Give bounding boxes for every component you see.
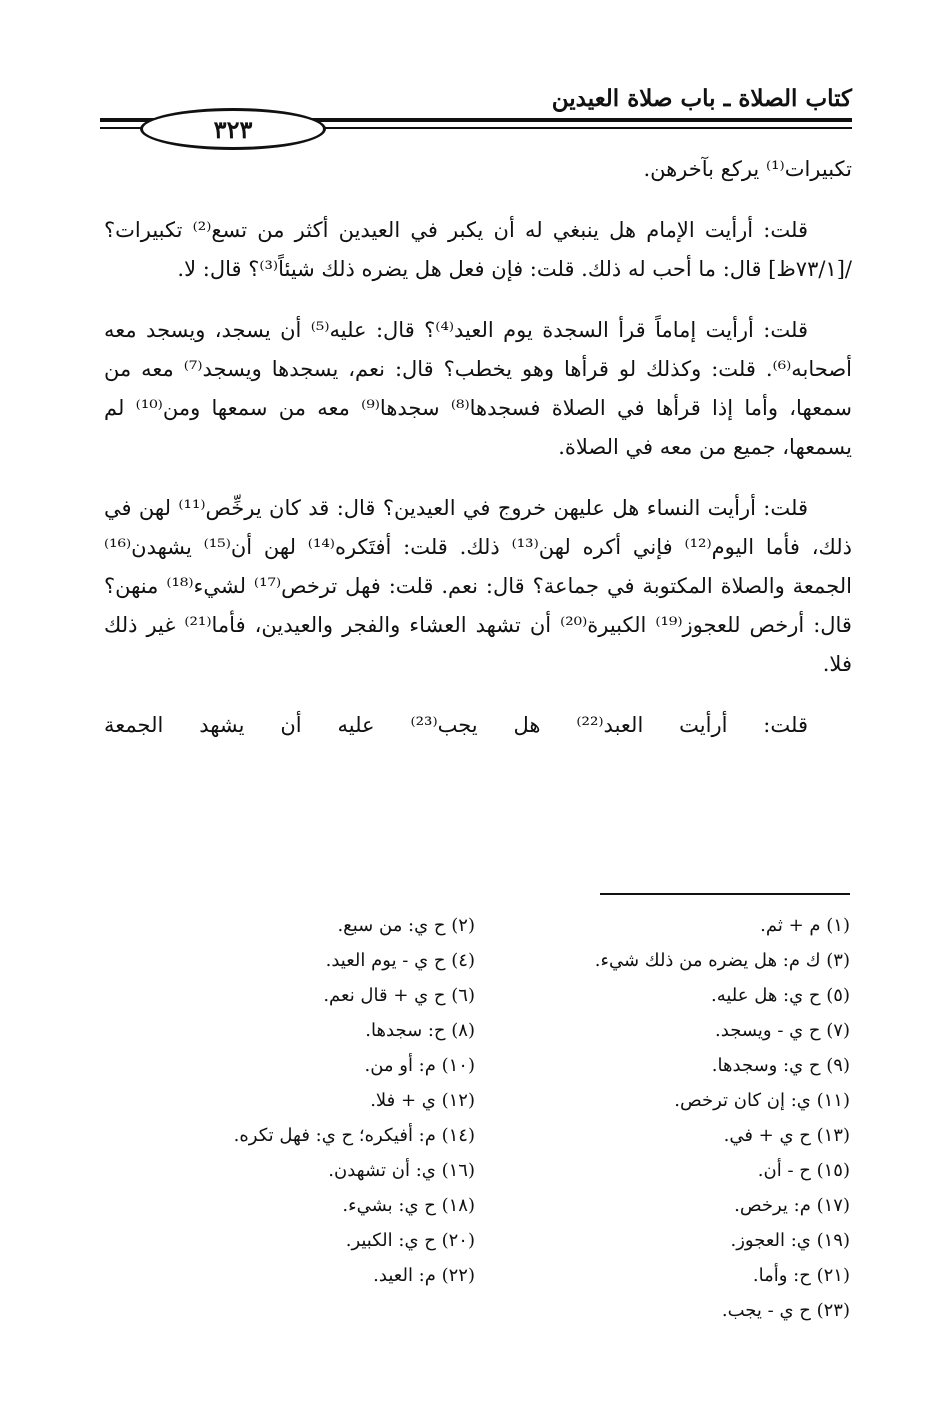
footnote: (١٩) ي: العجوز. [730,1230,850,1251]
footnote: (١٨) ح ي: بشيء. [342,1195,475,1216]
footnote: (١٥) ح - أن. [757,1160,850,1181]
paragraph: قلت: أرأيت النساء هل عليهن خروج في العيدين؟ قال: قد كان يرخِّص⁽¹¹⁾ لهن في ذلك، فأما اليوم⁽¹²⁾ فإني أكره لهن⁽¹³⁾ ذلك. قلت: أفتَكره⁽¹⁴⁾ لهن أن⁽¹⁵⁾ يشهدن⁽¹⁶⁾ الجمعة والصلاة المكتوبة في جماعة؟ قال: نعم. قلت: فهل ترخص⁽¹⁷⁾ لشيء⁽¹⁸⁾ منهن؟ قال: أرخص للعجوز⁽¹⁹⁾ الكبيرة⁽²⁰⁾ أن تشهد العشاء والفجر والعيدين، فأما⁽²¹⁾ غير ذلك فلا. [104,496,852,676]
footnote: (٢٣) ح ي - يجب. [721,1300,850,1321]
footnote: (١٤) م: أفيكره؛ ح ي: فهل تكره. [233,1125,475,1146]
page-header [100,85,852,144]
footnotes [105,908,850,1328]
footnote: (٤) ح ي - يوم العيد. [325,950,475,971]
paragraph: قلت: أرأيت الإمام هل ينبغي له أن يكبر في العيدين أكثر من تسع⁽²⁾ تكبيرات؟ /[٧٣/١ظ] قال: ما أحب له ذلك. قلت: فإن فعل هل يضره ذلك شيئاً⁽³⁾؟ قال: لا. [104,218,852,281]
footnote: (٢٠) ح ي: الكبير. [345,1230,475,1251]
footnote: (٢٢) م: العيد. [373,1265,475,1286]
footnote: (١٦) ي: أن تشهدن. [328,1160,475,1181]
page-number: ٣٢٣ [140,108,326,150]
footnote: (١٠) م: أو من. [364,1055,475,1076]
footnote: (٩) ح ي: وسجدها. [711,1055,850,1076]
footnote: (٨) ح: سجدها. [365,1020,475,1041]
footnote: (٥) ح ي: هل عليه. [710,985,850,1006]
footnote-separator [600,893,850,895]
footnote: (١٢) ي + فلا. [370,1090,475,1111]
footnote: (١٣) ح ي + في. [723,1125,850,1146]
paragraph: قلت: أرأيت العبد⁽²²⁾ هل يجب⁽²³⁾ عليه أن يشهد الجمعة [104,713,808,737]
footnote: (٢١) ح: وأما. [752,1265,850,1286]
footnote: (١١) ي: إن كان ترخص. [674,1090,850,1111]
footnote: (١٧) م: يرخص. [734,1195,850,1216]
footnote: (١) م + ثم. [760,915,850,936]
main-text [104,150,852,767]
footnote: (٧) ح ي - ويسجد. [715,1020,850,1041]
footnote: (٦) ح ي + قال نعم. [323,985,475,1006]
paragraph: تكبيرات⁽¹⁾ يركع بآخرهن. [643,157,852,181]
running-head-title: كتاب الصلاة ـ باب صلاة العيدين [551,85,852,112]
footnote: (٢) ح ي: من سبع. [337,915,475,936]
footnotes-even-column [105,908,475,1328]
footnote: (٣) ك م: هل يضره من ذلك شيء. [594,950,850,971]
paragraph: قلت: أرأيت إماماً قرأ السجدة يوم العيد⁽⁴⁾؟ قال: عليه⁽⁵⁾ أن يسجد، ويسجد معه أصحابه⁽⁶⁾. قلت: وكذلك لو قرأها وهو يخطب؟ قال: نعم، يسجدها ويسجد⁽⁷⁾ معه من سمعها، وأما إذا قرأها في الصلاة فسجدها⁽⁸⁾ سجدها⁽⁹⁾ معه من سمعها ومن⁽¹⁰⁾ لم يسمعها، جميع من معه في الصلاة. [104,318,852,459]
footnotes-odd-column [475,908,850,1328]
